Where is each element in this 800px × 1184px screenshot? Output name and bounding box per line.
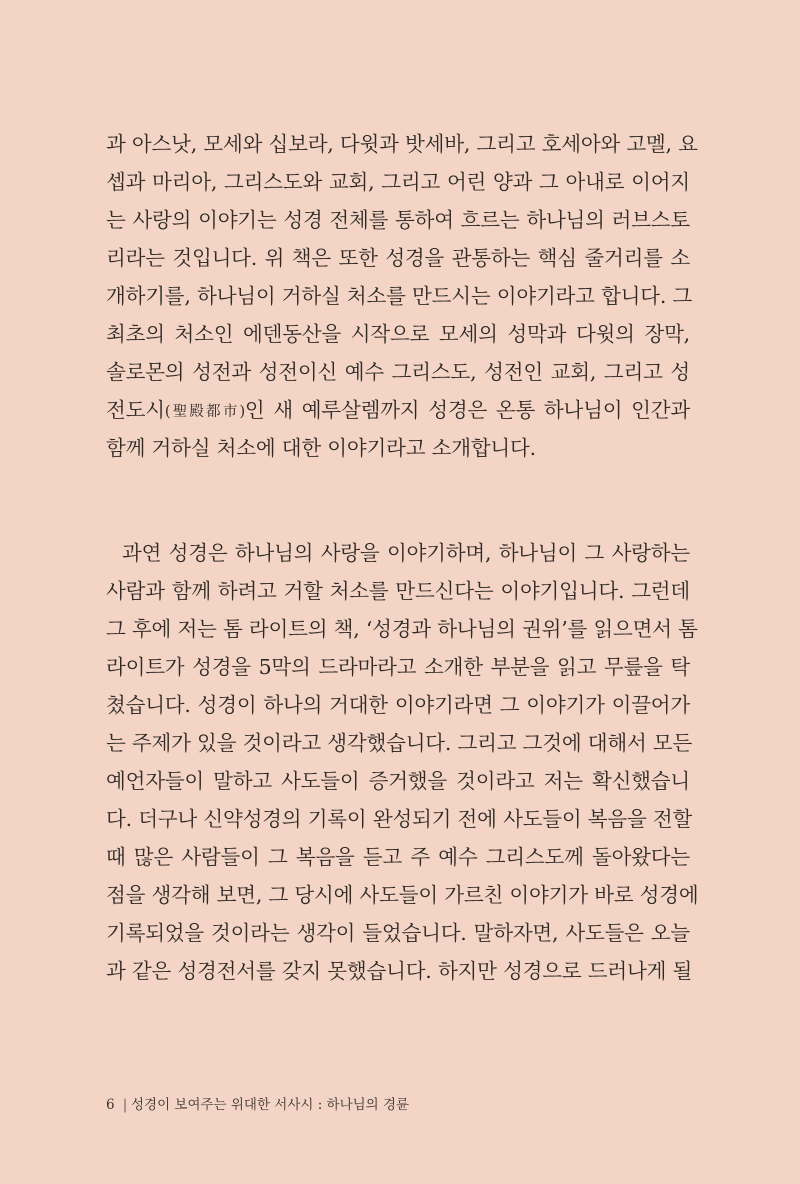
text-line: 때 많은 사람들이 그 복음을 듣고 주 예수 그리스도께 돌아왔다는 [106, 845, 690, 869]
text-line: 다. 더구나 신약성경의 기록이 완성되기 전에 사도들이 복음을 전할 [106, 807, 693, 831]
text-line: 예언자들이 말하고 사도들이 증거했을 것이라고 저는 확신했습니 [106, 769, 690, 793]
page-footer [106, 1093, 409, 1117]
text-line: 는 사랑의 이야기는 성경 전체를 통하여 흐르는 하나님의 러브스토 [106, 208, 690, 232]
text-line: 그 후에 저는 톰 라이트의 책, ‘성경과 하나님의 권위’를 읽으면서 톰 [106, 617, 698, 641]
text-line: 함께 거하실 처소에 대한 이야기라고 소개합니다. [106, 436, 536, 460]
text-line: 점을 생각해 보면, 그 당시에 사도들이 가르친 이야기가 바로 성경에 [106, 883, 699, 907]
text-line: 셉과 마리아, 그리스도와 교회, 그리고 어린 양과 그 아내로 이어지 [106, 170, 690, 194]
text-line [106, 392, 690, 428]
text-line: 솔로몬의 성전과 성전이신 예수 그리스도, 성전인 교회, 그리고 성 [106, 360, 690, 384]
text-line: 사람과 함께 하려고 거할 처소를 만드신다는 이야기입니다. 그런데 [106, 579, 690, 603]
text-line: 리라는 것입니다. 위 책은 또한 성경을 관통하는 핵심 줄거리를 소 [106, 246, 690, 270]
text-line-start: 전도시 [106, 398, 165, 422]
text-line: 과 아스낫, 모세와 십보라, 다윗과 밧세바, 그리고 호세아와 고멜, 요 [106, 132, 698, 156]
page-number: 6 [106, 1097, 115, 1113]
running-title: 성경이 보여주는 위대한 서사시 : 하나님의 경륜 [131, 1097, 410, 1113]
text-line: 최초의 처소인 에덴동산을 시작으로 모세의 성막과 다윗의 장막, [106, 322, 690, 346]
text-line: 개하기를, 하나님이 거하실 처소를 만드시는 이야기라고 합니다. 그 [106, 284, 693, 308]
text-line: 라이트가 성경을 5막의 드라마라고 소개한 부분을 읽고 무릎을 탁 [106, 655, 690, 679]
text-line: 쳤습니다. 성경이 하나의 거대한 이야기라면 그 이야기가 이끌어가 [106, 693, 690, 717]
text-line: 는 주제가 있을 것이라고 생각했습니다. 그리고 그것에 대해서 모든 [106, 731, 693, 755]
text-line: 과 같은 성경전서를 갖지 못했습니다. 하지만 성경으로 드러나게 될 [106, 959, 693, 983]
hanja-annotation: (聖殿都市) [164, 404, 245, 420]
footer-separator: | [122, 1097, 128, 1113]
text-line: 과연 성경은 하나님의 사랑을 이야기하며, 하나님이 그 사랑하는 [122, 541, 690, 565]
text-line: 기록되었을 것이라는 생각이 들었습니다. 말하자면, 사도들은 오늘 [106, 921, 690, 945]
text-line-end: 인 새 예루살렘까지 성경은 온통 하나님이 인간과 [244, 398, 690, 422]
